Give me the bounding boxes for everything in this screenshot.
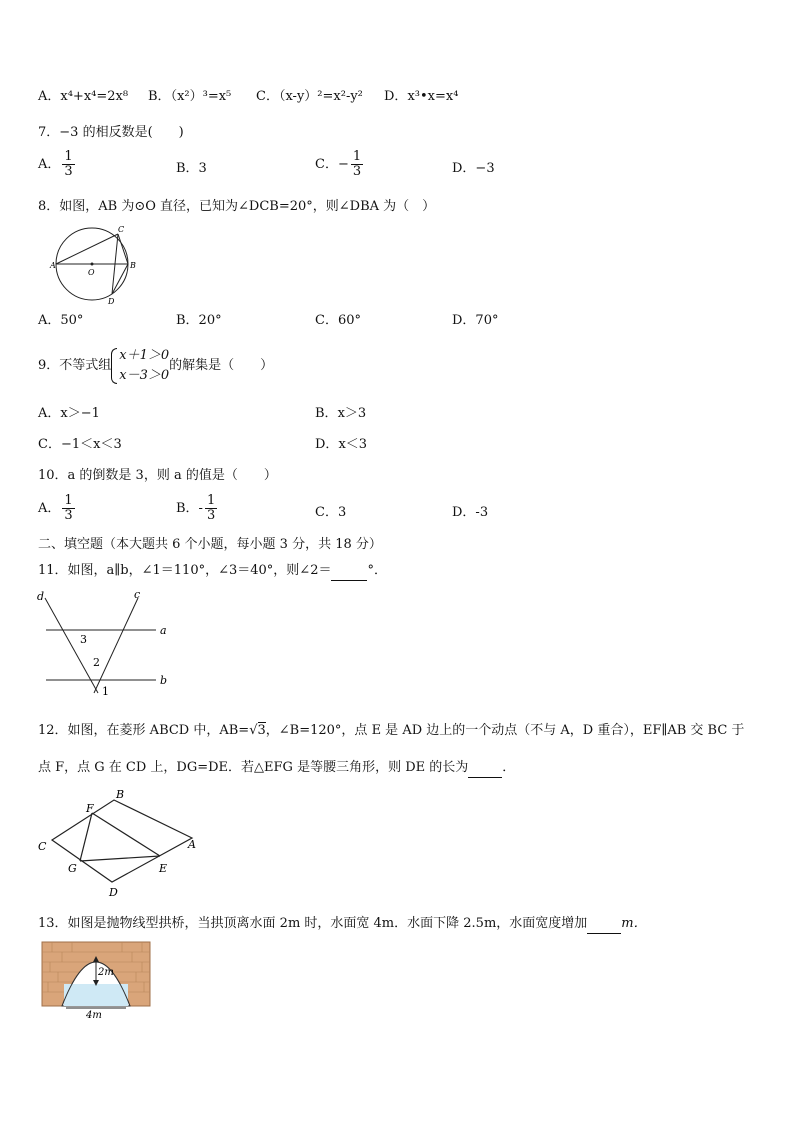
denominator: 3	[64, 164, 73, 179]
stem-end: ．	[502, 760, 516, 775]
fraction	[351, 150, 363, 179]
q9-option-a	[38, 405, 100, 423]
q12-rhombus-figure	[38, 788, 200, 900]
label-b: B	[116, 788, 125, 801]
numerator: 1	[64, 149, 73, 164]
fraction	[205, 494, 217, 523]
q10-option-d: D．-3	[452, 505, 489, 520]
water	[64, 984, 128, 1006]
fraction	[62, 150, 74, 179]
label-e: E	[159, 862, 168, 875]
q10-option-c: C．3	[315, 505, 347, 520]
q8-stem: 8．如图，AB 为⊙O 直径，已知为∠DCB=20°，则∠DBA 为（ ）	[38, 199, 436, 214]
option-text: −1＜x＜3	[60, 437, 122, 452]
angle-1-label: 1	[102, 685, 109, 698]
label-b: B	[130, 261, 136, 270]
angle-3-label: 3	[80, 633, 87, 646]
stem-text: 11．如图，a∥b，∠1＝110°，∠3＝40°，则∠2＝	[38, 563, 332, 578]
label-b: b	[160, 674, 168, 687]
q9-option-c	[38, 436, 122, 454]
sqrt-sign: √	[249, 723, 258, 738]
option-label: D．	[384, 89, 408, 104]
q11-parallel-lines-figure	[36, 588, 176, 700]
option-label: B．-	[176, 501, 203, 516]
label-d: d	[37, 590, 45, 603]
q7-option-d: D．−3	[452, 161, 495, 176]
denominator: 3	[206, 508, 216, 523]
label-c: c	[134, 588, 141, 601]
q13-stem	[38, 915, 647, 934]
option-label: C．	[256, 89, 279, 104]
option-label: B．	[148, 89, 171, 104]
option-text: x³•x=x⁴	[407, 89, 459, 104]
answer-blank	[331, 562, 367, 581]
q9-option-b	[315, 405, 366, 423]
chord-ac	[56, 234, 118, 264]
option-label: C．−	[315, 157, 349, 172]
stem-text: 13．如图是抛物线型拱桥，当拱顶离水面 2m 时，水面宽 4m．水面下降 2.5m，水面宽度增加	[38, 916, 588, 931]
answer-blank	[468, 759, 502, 778]
q11-stem	[38, 562, 387, 581]
q8-option-b: B．20°	[176, 313, 222, 328]
numerator: 1	[64, 493, 73, 508]
stem-prefix: 9．不等式组	[38, 358, 112, 373]
option-label: D．	[315, 437, 339, 452]
stem-suffix: ，∠B=120°，点 E 是 AD 边上的一个动点（不与 A，D 重合），EF∥AB 交 BC 于	[265, 723, 745, 738]
label-a: a	[160, 624, 167, 637]
angle-2-label: 2	[93, 656, 100, 669]
chord-cb	[118, 234, 128, 264]
option-text: x＜3	[338, 437, 368, 452]
option-label: A．	[38, 406, 61, 421]
q12-stem-line2	[38, 759, 515, 778]
label-a: A	[188, 838, 196, 851]
stem-prefix: 12．如图，在菱形 ABCD 中，AB=	[38, 723, 250, 738]
q13-arch-bridge-figure	[42, 942, 154, 1022]
line-d	[45, 598, 98, 693]
segment-ef	[92, 813, 160, 856]
q12-stem-line1	[38, 722, 744, 740]
label-d: D	[109, 886, 118, 899]
option-label: A．	[38, 89, 61, 104]
q6-option-c	[256, 88, 363, 106]
label-g: G	[68, 862, 77, 875]
option-text: （x²）³=x⁵	[170, 89, 232, 104]
q7-stem: 7．−3 的相反数是( )	[38, 125, 184, 140]
q7-option-a	[38, 150, 77, 179]
stem-text: 点 F，点 G 在 CD 上，DG=DE．若△EFG 是等腰三角形，则 DE 的长为	[38, 760, 469, 775]
q9-stem	[38, 344, 273, 388]
q8-circle-figure	[50, 226, 140, 306]
height-label: 2m	[98, 967, 114, 978]
center-point	[91, 263, 94, 266]
q7-option-c	[315, 150, 365, 179]
label-d: D	[108, 297, 115, 306]
numerator: 1	[206, 493, 216, 508]
fraction	[62, 494, 74, 523]
option-text: （x-y）²=x²-y²	[278, 89, 363, 104]
q8-option-c: C．60°	[315, 313, 361, 328]
denominator: 3	[352, 164, 362, 179]
q8-option-d: D．70°	[452, 313, 499, 328]
option-label: C．	[38, 437, 61, 452]
inequality-system	[111, 346, 169, 386]
line-c	[94, 598, 138, 693]
stem-end: m．	[621, 916, 647, 931]
q10-option-b	[176, 494, 219, 523]
q10-option-a	[38, 494, 77, 523]
inequality-2: x－3＞0	[119, 367, 170, 383]
label-a: A	[50, 261, 56, 270]
q8-option-a: A．50°	[38, 313, 84, 328]
numerator: 1	[352, 149, 362, 164]
label-c: C	[38, 840, 47, 853]
option-text: x＞−1	[60, 406, 100, 421]
option-label: A．	[38, 501, 61, 516]
section-heading: 二、填空题（本大题共 6 个小题，每小题 3 分，共 18 分）	[38, 537, 382, 552]
q9-option-d	[315, 436, 367, 454]
q10-stem: 10．a 的倒数是 3，则 a 的值是（ ）	[38, 468, 277, 483]
denominator: 3	[64, 508, 73, 523]
label-f: F	[86, 802, 94, 815]
inequality-1: x＋1＞0	[119, 347, 170, 363]
q7-option-b: B．3	[176, 161, 207, 176]
q6-option-d	[384, 88, 458, 106]
answer-blank	[587, 915, 621, 934]
label-c: C	[118, 225, 125, 234]
option-text: x⁴+x⁴=2x⁸	[60, 89, 129, 104]
stem-end: °．	[367, 563, 387, 578]
option-text: x＞3	[337, 406, 367, 421]
label-o: O	[88, 268, 95, 277]
segment-ge	[80, 856, 160, 861]
option-label: A．	[38, 157, 61, 172]
q6-option-a	[38, 88, 128, 106]
option-label: B．	[315, 406, 338, 421]
width-label: 4m	[86, 1010, 102, 1021]
stem-suffix: 的解集是（ ）	[169, 358, 274, 373]
sqrt-value: 3	[257, 723, 266, 738]
q6-option-b	[148, 88, 231, 106]
